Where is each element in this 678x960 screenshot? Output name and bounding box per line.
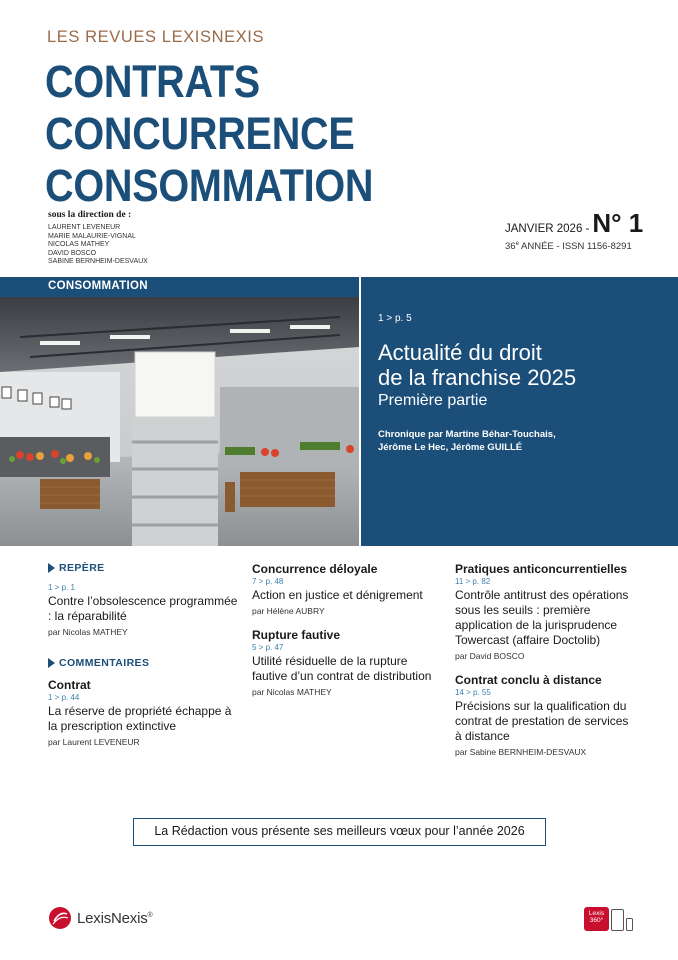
toc-article[interactable] <box>252 562 442 616</box>
authors-line2: Jérôme Le Hec, Jérôme GUILLÉ <box>378 442 523 453</box>
lead-article-panel[interactable] <box>361 277 678 546</box>
article-rubric: Rupture fautive <box>252 628 341 642</box>
lead-article-authors <box>378 428 678 454</box>
article-ref: 7 > p. 48 <box>252 577 284 586</box>
year-issn: ANNÉE - ISSN 1156-8291 <box>518 241 632 253</box>
toc-column-1 <box>48 562 238 759</box>
director-name: NICOLAS MATHEY <box>48 241 110 249</box>
article-author: par Nicolas MATHEY <box>252 687 332 697</box>
greetings-banner: La Rédaction vous présente ses meilleurs vœux pour l’année 2026 <box>133 818 546 846</box>
triangle-bullet-icon <box>48 563 55 573</box>
article-rubric: Contrat <box>48 678 91 692</box>
article-title: Action en justice et dénigrement <box>252 588 423 602</box>
digital-access-badge <box>584 907 633 931</box>
article-ref: 1 > p. 1 <box>48 583 75 592</box>
series-label: LES REVUES LEXISNEXIS <box>47 28 265 46</box>
toc-article[interactable] <box>48 678 238 747</box>
journal-title-line2: CONSOMMATION <box>45 160 374 211</box>
article-author: par Nicolas MATHEY <box>48 627 128 637</box>
tablet-icon <box>611 909 624 931</box>
editorial-direction <box>48 210 148 267</box>
issue-year-issn <box>505 241 643 252</box>
section-repere-label: REPÈRE <box>59 562 105 574</box>
section-commentaires <box>48 657 238 669</box>
year-number: 36 <box>505 241 516 253</box>
triangle-bullet-icon <box>48 658 55 668</box>
toc-article[interactable] <box>455 673 635 757</box>
toc-column-2 <box>252 562 442 709</box>
article-ref: 11 > p. 82 <box>455 577 491 586</box>
issue-date: JANVIER 2026 - <box>505 223 590 235</box>
article-author: par Hélène AUBRY <box>252 606 325 616</box>
direction-label: sous la direction de : <box>48 210 132 220</box>
lexisnexis-mark-icon <box>48 906 72 930</box>
lead-article-ref: 1 > p. 5 <box>378 313 412 324</box>
director-name: MARIE MALAURIE-VIGNAL <box>48 232 136 240</box>
lead-article-title-line2: de la franchise 2025 <box>378 365 577 390</box>
phone-icon <box>626 918 633 931</box>
director-name: LAURENT LEVENEUR <box>48 224 121 231</box>
article-author: par David BOSCO <box>455 651 525 661</box>
category-band: CONSOMMATION <box>0 277 359 297</box>
article-title: La réserve de propriété échappe à la prescription extinctive <box>48 704 232 733</box>
article-rubric: Concurrence déloyale <box>252 562 378 576</box>
lexis-360-badge <box>584 907 609 931</box>
store-aisle-illustration <box>0 277 359 546</box>
toc-column-3 <box>455 562 635 769</box>
badge-line2: 360° <box>589 917 604 924</box>
article-rubric: Contrat conclu à distance <box>455 673 602 687</box>
badge-line1: Lexis <box>588 910 605 917</box>
toc-article[interactable] <box>48 583 238 637</box>
article-ref: 14 > p. 55 <box>455 688 491 697</box>
article-title: Précisions sur la qualification du contrat de prestation de services à distance <box>455 699 629 743</box>
toc-article[interactable] <box>455 562 635 661</box>
article-title: Contre l’obsolescence programmée : la réparabilité <box>48 594 238 623</box>
lexisnexis-logo <box>48 906 153 930</box>
article-ref: 5 > p. 47 <box>252 643 284 652</box>
issue-number: N° 1 <box>592 208 644 238</box>
journal-title-line1: CONTRATS CONCURRENCE <box>45 56 355 159</box>
director-name: SABINE BERNHEIM-DESVAUX <box>48 258 148 266</box>
journal-title <box>45 56 573 212</box>
article-title: Contrôle antitrust des opérations sous les seuils : première application de la jurisprudence Towercast (affaire Doctolib) <box>455 588 629 647</box>
section-commentaires-label: COMMENTAIRES <box>59 657 150 669</box>
toc-article[interactable] <box>252 628 442 697</box>
article-ref: 1 > p. 44 <box>48 693 80 702</box>
article-title: Utilité résiduelle de la rupture fautive d’un contrat de distribution <box>252 654 432 683</box>
logo-registered: ® <box>147 911 153 919</box>
authors-line1: Chronique par Martine Béhar-Touchais, <box>378 429 556 440</box>
supermarket-photo <box>0 277 359 546</box>
article-author: par Laurent LEVENEUR <box>48 737 140 747</box>
section-repere <box>48 562 238 574</box>
article-author: par Sabine BERNHEIM-DESVAUX <box>455 747 587 757</box>
logo-wordmark: LexisNexis <box>77 909 148 927</box>
logo-text <box>77 910 153 927</box>
director-name: DAVID BOSCO <box>48 249 97 257</box>
article-rubric: Pratiques anticoncurrentielles <box>455 562 628 576</box>
lead-article-title-line1: Actualité du droit <box>378 340 542 365</box>
lead-article-subtitle: Première partie <box>378 392 488 409</box>
year-sup: e <box>515 241 519 247</box>
issue-info <box>505 210 643 252</box>
